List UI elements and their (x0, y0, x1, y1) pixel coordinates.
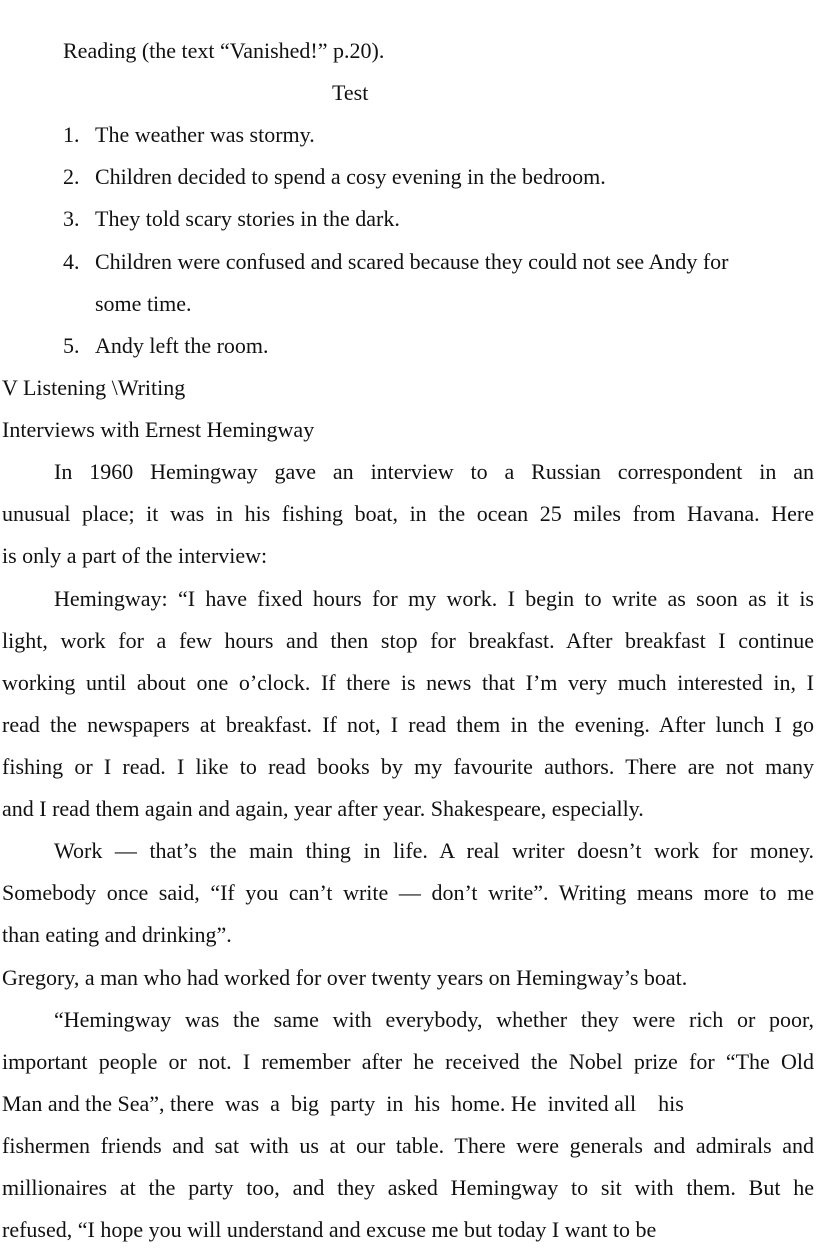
item-text: They told scary stories in the dark. (95, 206, 400, 231)
item-text: Children were confused and scared because they could not see Andy for (95, 249, 729, 274)
paragraph-line: Somebody once said, “If you can’t write — don’t write”. Writing means more to me (2, 880, 814, 905)
item-text: The weather was stormy. (95, 122, 315, 147)
paragraph-line: fishing or I read. I like to read books by my favourite authors. There are not many (2, 754, 814, 779)
paragraph-line: working until about one o’clock. If there is news that I’m very much interested in, I (2, 670, 814, 695)
paragraph-line: read the newspapers at breakfast. If not, I read them in the evening. After lunch I go (2, 712, 814, 737)
item-number: 2. (63, 164, 80, 189)
paragraph-line: important people or not. I remember after he received the Nobel prize for “The Old (2, 1049, 814, 1074)
paragraph-line: than eating and drinking”. (2, 922, 232, 947)
subsection-heading: Interviews with Ernest Hemingway (2, 417, 315, 442)
paragraph-line: millionaires at the party too, and they asked Hemingway to sit with them. But he (2, 1175, 814, 1200)
item-number: 3. (63, 206, 80, 231)
paragraph-line: is only a part of the interview: (2, 543, 268, 568)
paragraph-line: Man and the Sea”, there was a big party in his home. He invited all his (2, 1091, 684, 1116)
paragraph-line: refused, “I hope you will understand and excuse me but today I want to be (2, 1217, 657, 1242)
section-heading: V Listening \Writing (2, 375, 186, 400)
paragraph-line: Hemingway: “I have fixed hours for my work. I begin to write as soon as it is (54, 586, 814, 611)
item-text-continued: some time. (95, 291, 192, 316)
item-number: 1. (63, 122, 80, 147)
item-number: 5. (63, 333, 80, 358)
paragraph-line: Work — that’s the main thing in life. A real writer doesn’t work for money. (54, 838, 814, 863)
paragraph-line: Gregory, a man who had worked for over twenty years on Hemingway’s boat. (2, 965, 688, 990)
reading-heading: Reading (the text “Vanished!” p.20). (63, 38, 385, 63)
test-title: Test (332, 80, 369, 105)
paragraph-line: fishermen friends and sat with us at our table. There were generals and admirals and (2, 1133, 814, 1158)
paragraph-line: and I read them again and again, year after year. Shakespeare, especially. (2, 796, 644, 821)
item-text: Children decided to spend a cosy evening in the bedroom. (95, 164, 606, 189)
paragraph-line: light, work for a few hours and then stop for breakfast. After breakfast I continue (2, 628, 814, 653)
paragraph-line: “Hemingway was the same with everybody, whether they were rich or poor, (54, 1007, 814, 1032)
paragraph-line: In 1960 Hemingway gave an interview to a Russian correspondent in an (54, 459, 814, 484)
paragraph-line: unusual place; it was in his fishing boat, in the ocean 25 miles from Havana. Here (2, 501, 814, 526)
item-text: Andy left the room. (95, 333, 269, 358)
item-number: 4. (63, 249, 80, 274)
